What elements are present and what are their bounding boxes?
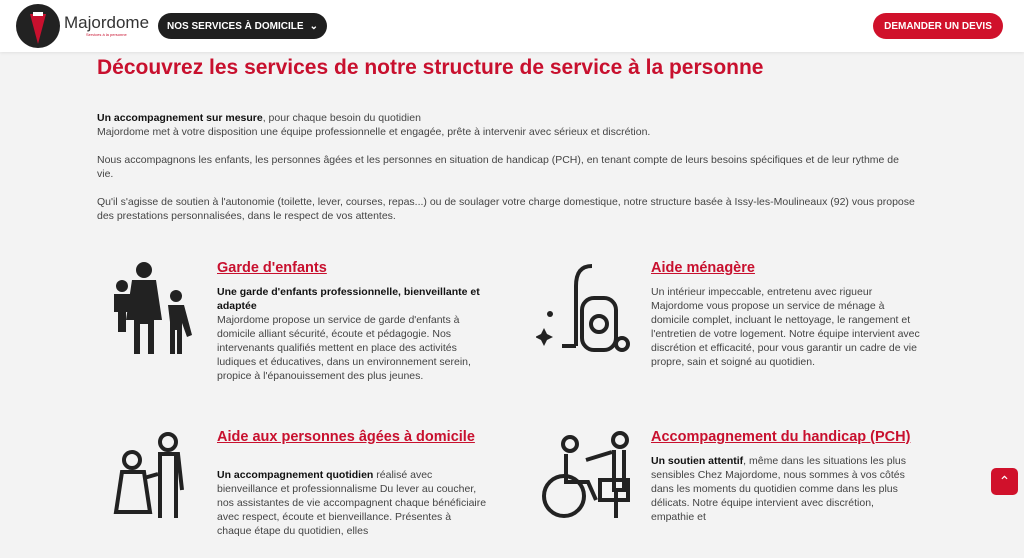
intro-bold: Un accompagnement sur mesure bbox=[97, 112, 263, 124]
service-description: , même dans les situations les plus sensibles Chez Majordome, nous sommes à vos côtés dans les moments du quotidien comme dans les plus délicats. Notre équipe intervient avec discrétion, empathie et bbox=[651, 455, 906, 523]
service-title-link[interactable]: Accompagnement du handicap (PCH) bbox=[651, 429, 911, 445]
majordome-logo[interactable] bbox=[16, 4, 60, 48]
chevron-down-icon: ⌄ bbox=[309, 20, 318, 32]
intro-p3: Qu'il s'agisse de soutien à l'autonomie (toilette, lever, courses, repas...) ou de soulager votre charge domestique, notre structure basée à Issy-les-Moulineaux (92) vous propose des prestations personnalisées, dans le respect de vos attentes. bbox=[97, 196, 915, 222]
service-title-link[interactable]: Aide ménagère bbox=[651, 260, 755, 276]
intro-text bbox=[97, 111, 917, 237]
wheelchair-assistance-icon bbox=[536, 430, 632, 522]
family-children-icon bbox=[106, 260, 194, 356]
intro-rest: , pour chaque besoin du quotidien bbox=[262, 112, 421, 124]
services-menu-button[interactable] bbox=[158, 13, 327, 39]
service-description: Majordome propose un service de garde d'enfants à domicile alliant sécurité, écoute et pédagogie. Nos intervenants qualifiés mettent en place des activités ludiques et éducatives, dans un environnement serein, propice à l'épanouissement des plus jeunes. bbox=[217, 314, 471, 382]
service-bold-text: Une garde d'enfants professionnelle, bienveillante et adaptée bbox=[217, 286, 480, 312]
page-title: Découvrez les services de notre structure de service à la personne bbox=[97, 56, 764, 79]
service-description: Un intérieur impeccable, entretenu avec rigueur Majordome vous propose un service de ménage à domicile complet, incluant le nettoyage, le rangement et l'entretien de votre logement. Notre équipe intervient avec discrétion et efficacité, pour vous garantir un cadre de vie propre, sain et soigné au quotidien. bbox=[651, 286, 920, 368]
site-header bbox=[0, 0, 1024, 52]
service-title-link[interactable]: Garde d'enfants bbox=[217, 260, 327, 276]
service-bold-text: Un soutien attentif bbox=[651, 455, 744, 467]
service-bold-text: Un accompagnement quotidien bbox=[217, 469, 374, 481]
brand-name[interactable]: Majordome bbox=[64, 13, 150, 32]
intro-line2: Majordome met à votre disposition une équipe professionnelle et engagée, prête à intervenir avec sérieux et discrétion. bbox=[97, 126, 651, 138]
request-quote-button[interactable]: DEMANDER UN DEVIS bbox=[873, 13, 1003, 39]
service-title-link[interactable]: Aide aux personnes âgées à domicile bbox=[217, 429, 475, 445]
service-childcare bbox=[217, 260, 487, 383]
service-description: réalisé avec bienveillance et professionnalisme Du lever au coucher, nos assistantes de vie accompagnent chaque bénéficiaire avec respect, écoute et bienveillance. Présentes à chaque étape du quotidien, elles bbox=[217, 469, 487, 537]
chevron-up-icon: ⌃ bbox=[998, 473, 1011, 489]
intro-p2: Nous accompagnons les enfants, les personnes âgées et les personnes en situation de handicap (PCH), en tenant compte de leurs besoins spécifiques et de leur rythme de vie. bbox=[97, 154, 899, 180]
service-disability-support bbox=[651, 429, 916, 524]
service-elderly-care bbox=[217, 429, 487, 538]
scroll-to-top-button[interactable] bbox=[991, 468, 1018, 495]
brand-tagline: Services à la personne bbox=[86, 32, 127, 37]
services-menu-label: NOS SERVICES À DOMICILE bbox=[167, 20, 304, 32]
elderly-couple-icon bbox=[110, 432, 192, 522]
vacuum-cleaner-icon bbox=[536, 258, 632, 356]
service-housekeeping bbox=[651, 260, 921, 369]
